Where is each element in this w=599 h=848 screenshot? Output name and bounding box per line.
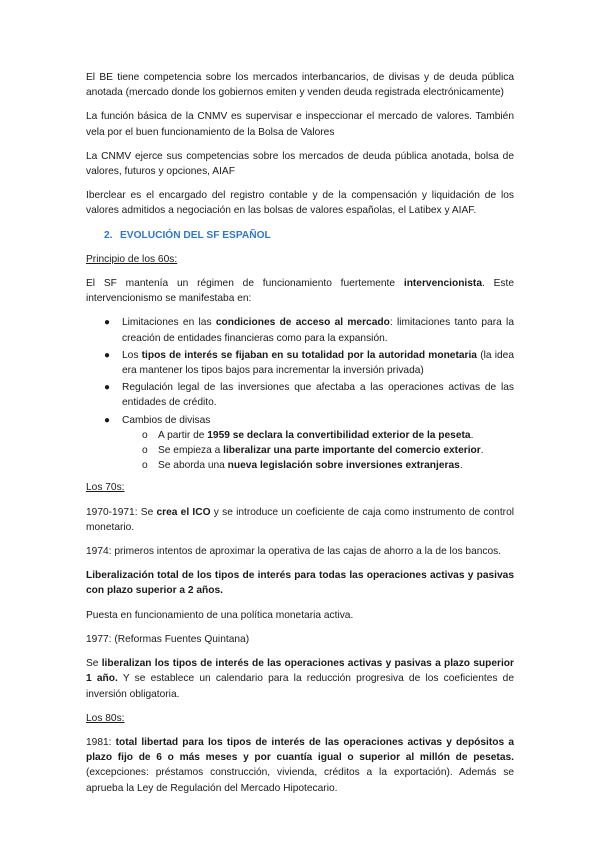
paragraph-1970 (86, 505, 514, 535)
paragraph-cnmv-function: La función básica de la CNMV es supervisar e inspeccionar el mercado de valores. También vela por el buen funcionamiento de la Bolsa de Valores (86, 111, 514, 138)
text-run: (excepciones: préstamos construcción, vivienda, créditos a la exportación). Además se aprueba la Ley de Regulación del Mercado Hipotecario. (86, 767, 514, 794)
sub-bullet-icon: o (142, 460, 148, 472)
sub-list-item (122, 458, 514, 473)
text-run: . Este intervencionismo se manifestaba en: (86, 278, 515, 305)
text-run: . (480, 445, 484, 457)
subsection-title-80s: Los 80s: (86, 712, 125, 724)
sub-bullet-icon: o (142, 429, 148, 441)
text-run-bold: tipos de interés se fijaban en su totalidad por la autoridad monetaria (141, 349, 477, 361)
text-run-bold: crea el ICO (156, 506, 211, 518)
text-run: 1981: (86, 736, 116, 748)
text-run-bold: liberalizan los tipos de interés de las operaciones activas y pasivas a plazo superior 1 año. (86, 658, 514, 685)
subsection-title-60s: Principio de los 60s: (86, 253, 178, 265)
text-run-bold: liberalizar una parte importante del comercio exterior (223, 445, 481, 457)
text-run: El SF mantenía un régimen de funcionamiento fuertemente (86, 278, 404, 290)
text-run: (la idea era mantener los tipos bajos para incrementar la inversión privada) (122, 349, 514, 377)
document-body (86, 70, 514, 805)
text-run: Cambios de divisas (122, 414, 211, 426)
text-run: Se aborda una (158, 460, 228, 472)
paragraph-liberalizacion: Liberalización total de los tipos de interés para todas las operaciones activas y pasivas con plazo superior a 2 años. (86, 570, 514, 597)
text-run-bold: total libertad para los tipos de interés de las operaciones activas y depósitos a plazo fijo de 6 o más meses y por cuantía igual o superior al millón de pesetas. (86, 736, 514, 764)
text-run: Y se establece un calendario para la reducción progresiva de los coeficientes de inversión obligatoria. (86, 673, 514, 700)
bullet-icon: ● (104, 349, 111, 361)
paragraph-iberclear: Iberclear es el encargado del registro contable y de la compensación y liquidación de los valores admitidos a negociación en las bolsas de valores españolas, el Latibex y AIAF. (86, 190, 514, 217)
text-run: . (470, 429, 474, 441)
list-item (86, 315, 514, 345)
text-run: Los (122, 349, 142, 361)
text-run-bold: nueva legislación sobre inversiones extranjeras (227, 460, 460, 472)
paragraph-1977: 1977: (Reformas Fuentes Quintana) (86, 633, 250, 645)
text-run: A partir de (158, 429, 208, 441)
bullet-icon: ● (104, 382, 111, 394)
paragraph-1974: 1974: primeros intentos de aproximar la operativa de las cajas de ahorro a la de los bancos. (86, 546, 502, 558)
text-run-bold: condiciones de acceso al mercado (215, 317, 390, 329)
text-run: y se introduce un coeficiente de caja como instrumento de control monetario. (86, 506, 514, 533)
text-run-bold: 1959 se declara la convertibilidad exterior de la peseta (207, 429, 471, 441)
paragraph-1977-detail (86, 656, 514, 702)
section-heading-number: 2. (104, 229, 113, 241)
list-item (86, 348, 514, 378)
sub-bullet-icon: o (142, 445, 148, 457)
text-run-bold: intervencionista (403, 278, 482, 290)
paragraph-60s-intro (86, 276, 514, 306)
text-run: Se (86, 658, 102, 670)
paragraph-cnmv-competences: La CNMV ejerce sus competencias sobre los mercados de deuda pública anotada, bolsa de valores, futuros y opciones, AIAF (86, 150, 514, 178)
list-item (86, 413, 514, 474)
section-heading (86, 228, 514, 243)
text-run: 1970-1971: Se (86, 506, 157, 518)
sub-list-item (122, 428, 514, 443)
section-heading-title: EVOLUCIÓN DEL SF ESPAÑOL (120, 229, 271, 241)
sub-list-item (122, 443, 514, 458)
paragraph-be: El BE tiene competencia sobre los mercados interbancarios, de divisas y de deuda pública anotada (mercado donde los gobiernos emiten y venden deuda registrada electrónicamente) (86, 72, 514, 99)
text-run: Se empieza a (158, 445, 224, 457)
sub-list-divisas (122, 428, 514, 474)
text-run: . (459, 460, 463, 472)
paragraph-1981 (86, 735, 514, 796)
list-item (86, 380, 514, 410)
subsection-title-70s: Los 70s: (86, 482, 125, 494)
bullet-icon: ● (104, 414, 111, 426)
text-run: : limitaciones tanto para la creación de entidades financieras como para la expansión. (122, 317, 514, 344)
bullet-list-60s (86, 315, 514, 473)
bullet-icon: ● (104, 317, 111, 329)
paragraph-politica-monetaria: Puesta en funcionamiento de una política monetaria activa. (86, 609, 354, 621)
text-run: Limitaciones en las (122, 317, 216, 329)
text-run: Regulación legal de las inversiones que afectaba a las operaciones activas de las entidades de crédito. (122, 382, 514, 409)
